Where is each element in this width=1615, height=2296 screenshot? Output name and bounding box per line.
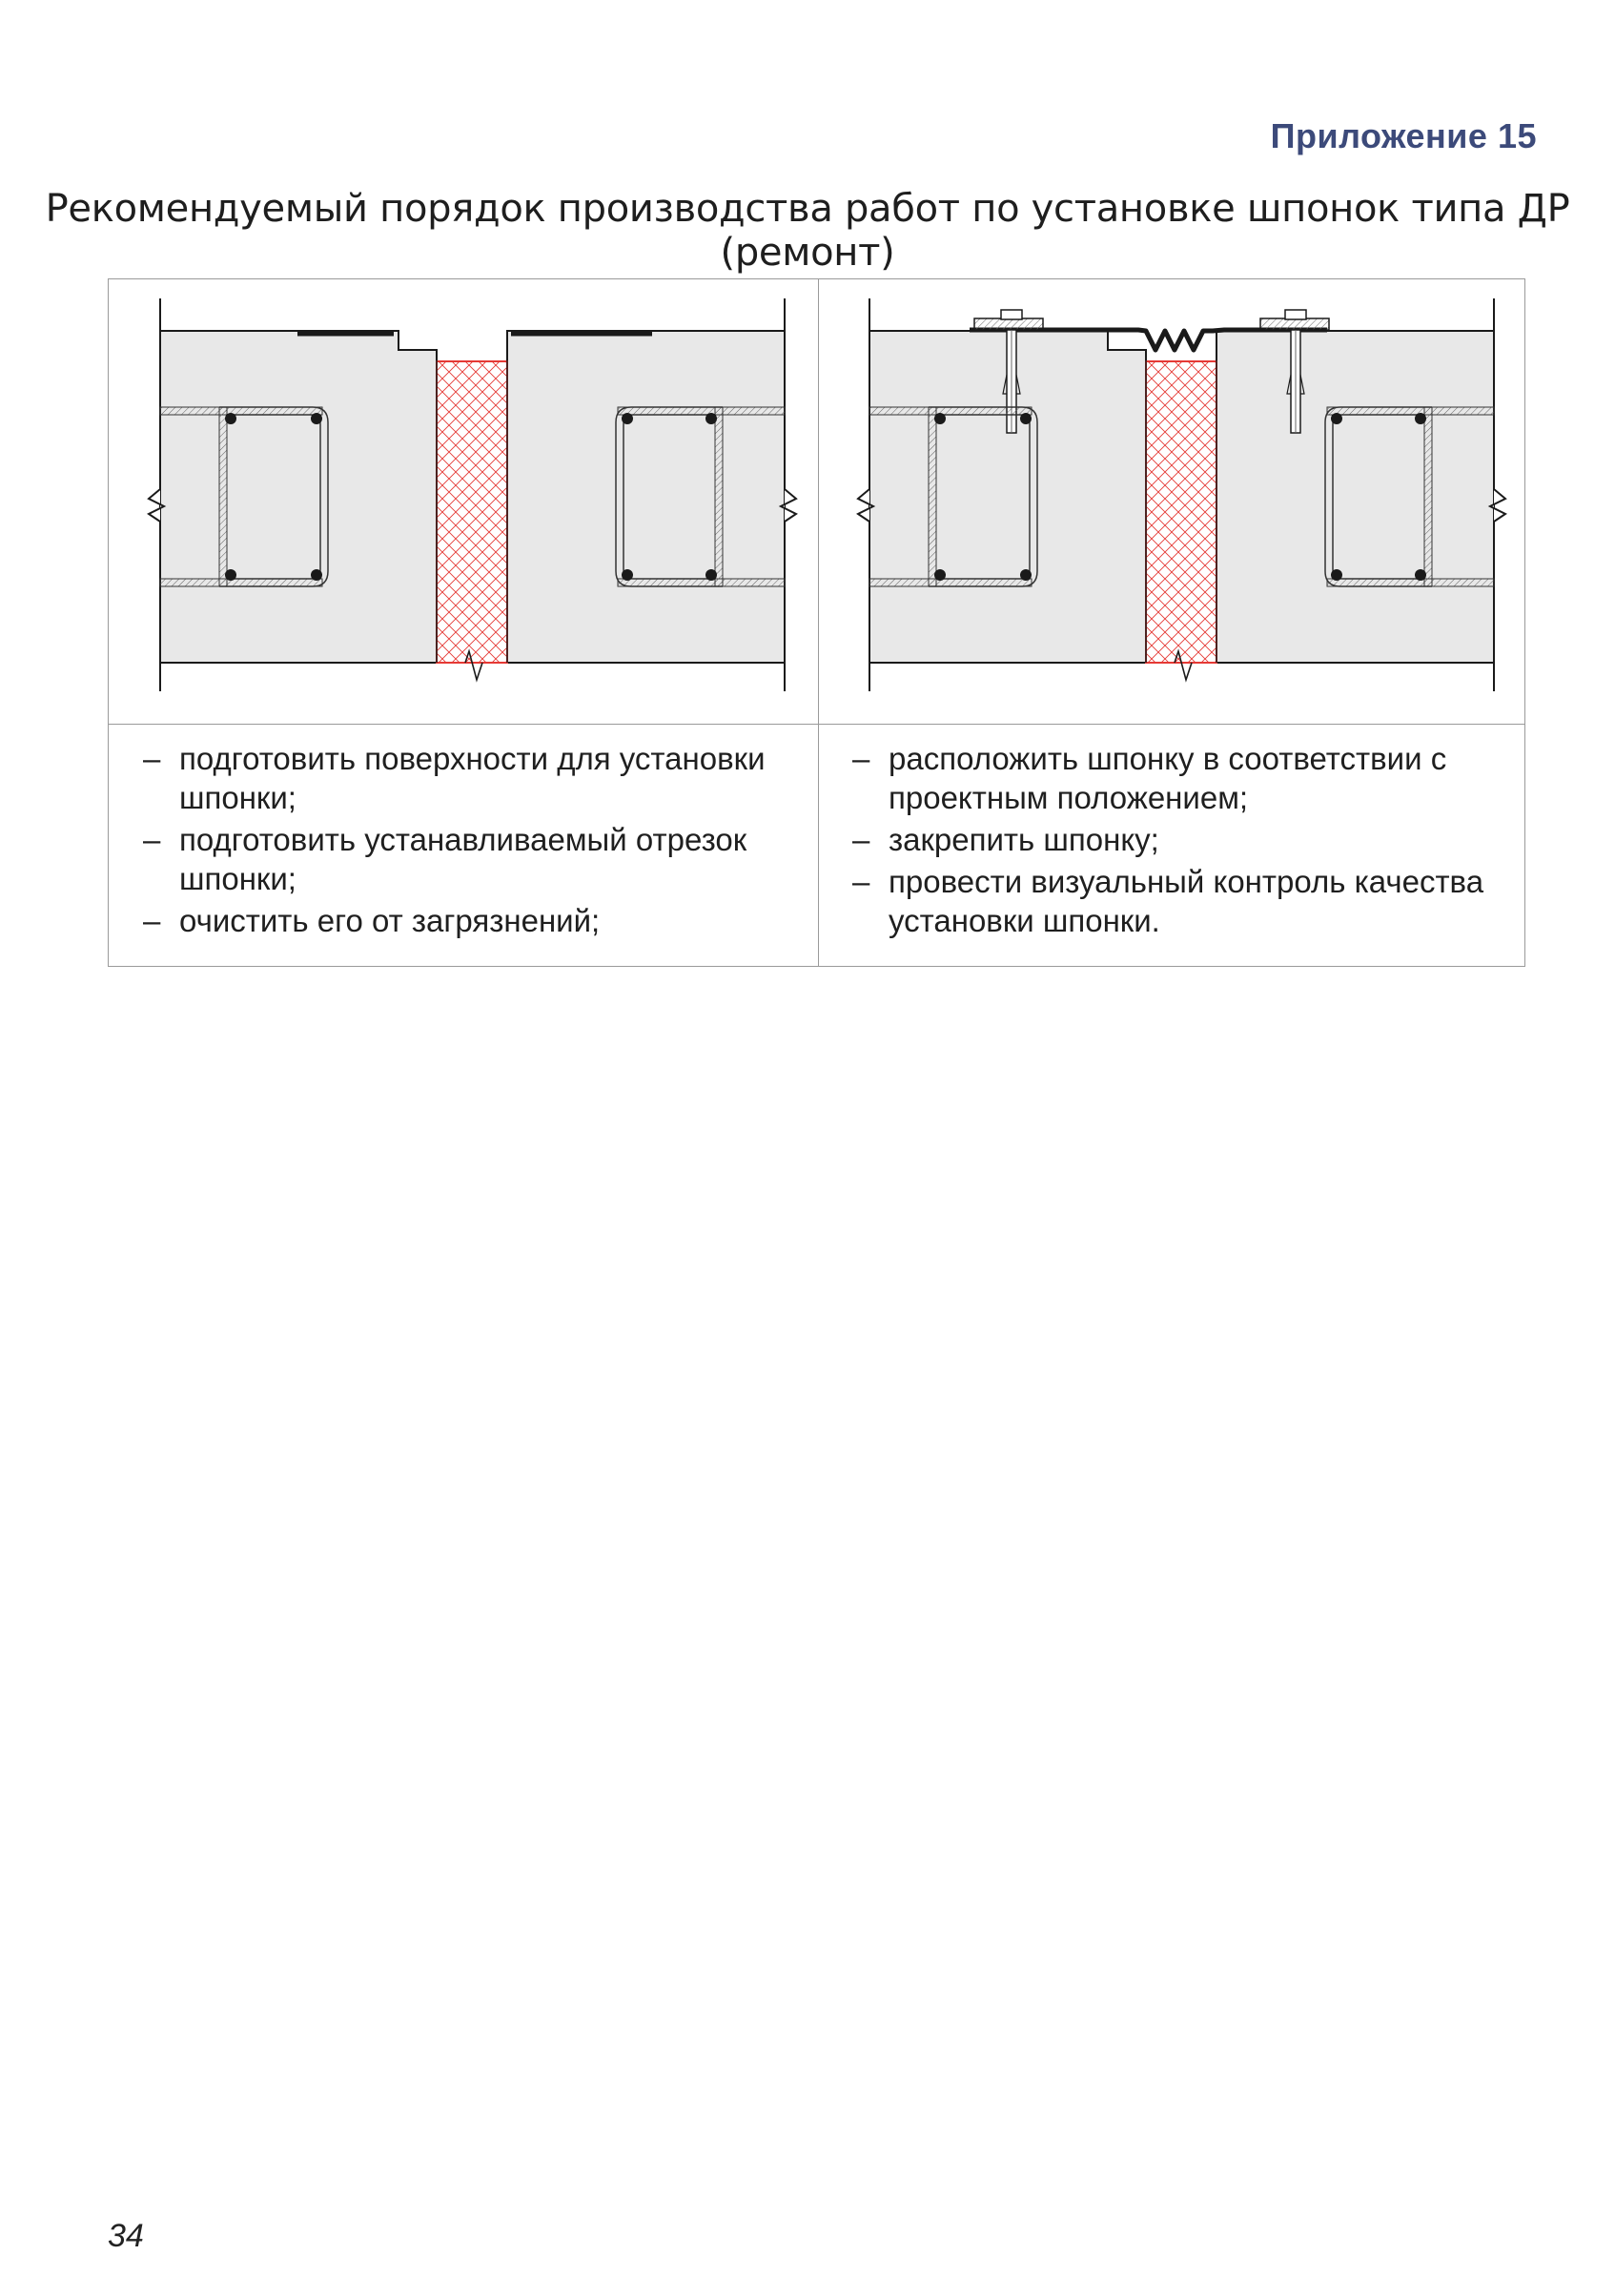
list-dash: – (852, 822, 870, 857)
list-item-text: очистить его от загрязнений; (179, 903, 601, 938)
column-divider (818, 279, 819, 966)
list-item (852, 820, 1510, 859)
list-item (143, 901, 801, 940)
row-divider (109, 724, 1524, 725)
list-dash: – (852, 864, 870, 899)
procedure-table (108, 278, 1525, 967)
list-item-text: закрепить шпонку; (889, 822, 1159, 857)
list-item (143, 739, 801, 817)
list-item-text: расположить шпонку в соответствии с проектным положением; (889, 741, 1447, 815)
list-item-text: провести визуальный контроль качества установки шпонки. (889, 864, 1484, 938)
list-item (852, 862, 1510, 940)
list-dash: – (852, 741, 870, 776)
steps-list-installation (852, 739, 1510, 943)
list-item (143, 820, 801, 898)
page-number: 34 (108, 2218, 144, 2254)
list-dash: – (143, 822, 161, 857)
list-item (852, 739, 1510, 817)
list-item-text: подготовить поверхности для установки шпонки; (179, 741, 766, 815)
list-item-text: подготовить устанавливаемый отрезок шпонки; (179, 822, 747, 896)
list-dash: – (143, 903, 161, 938)
figure-waterstop-installed (831, 298, 1518, 718)
list-dash: – (143, 741, 161, 776)
page-title: Рекомендуемый порядок производства работ по установке шпонок типа ДР (ремонт) (45, 187, 1570, 275)
appendix-label: Приложение 15 (1270, 116, 1537, 155)
steps-list-preparation (143, 739, 801, 943)
figure-surface-preparation (122, 298, 808, 718)
